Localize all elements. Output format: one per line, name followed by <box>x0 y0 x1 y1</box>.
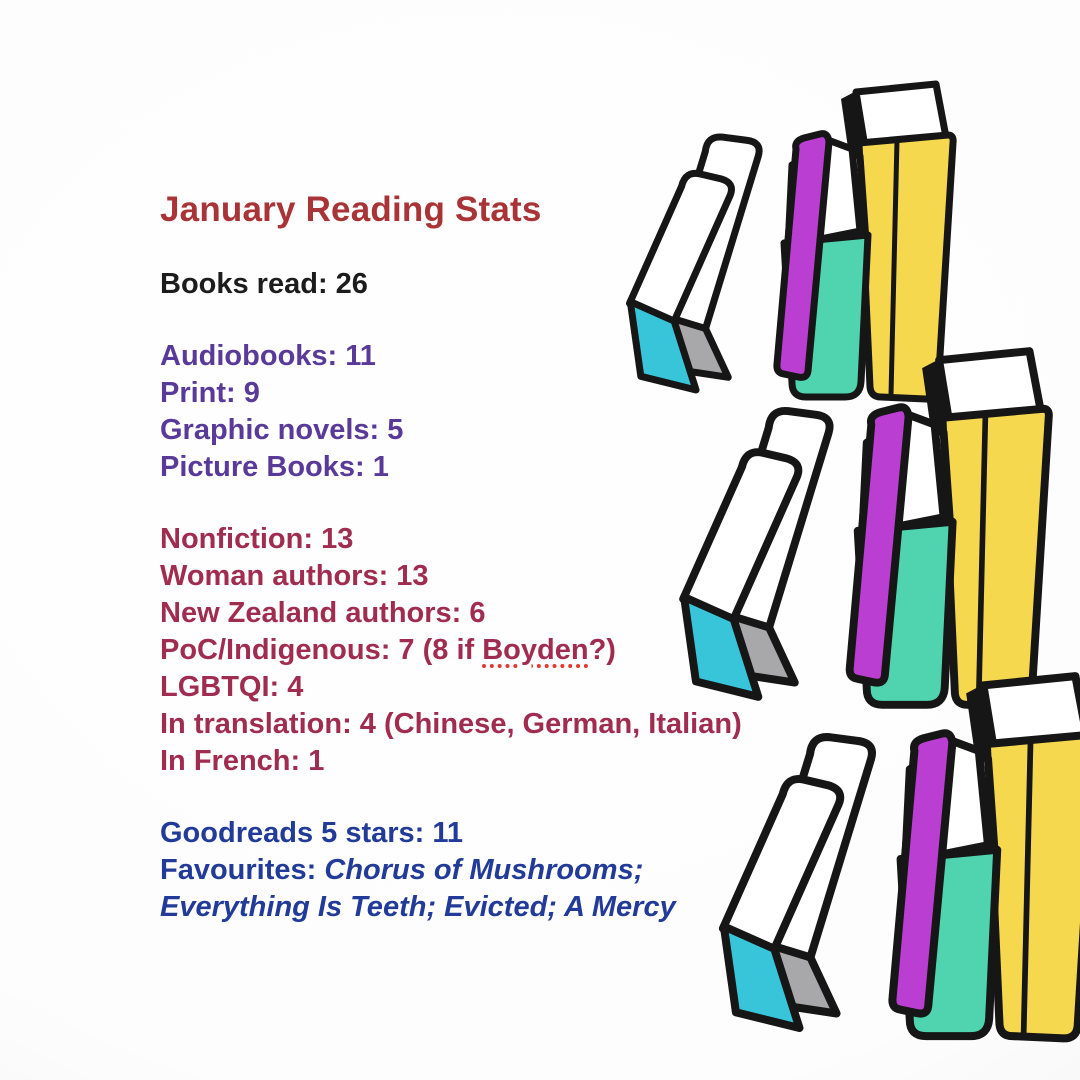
favourites-label: Favourites: <box>160 854 325 886</box>
stat-line-lgbtqi: LGBTQI: 4 <box>160 671 304 703</box>
diversity-group <box>160 521 820 780</box>
stat-line-audiobooks: Audiobooks: 11 <box>160 340 376 372</box>
page-title: January Reading Stats <box>160 190 542 229</box>
stat-line-poc-indigenous <box>160 632 820 669</box>
stat-line-goodreads: Goodreads 5 stars: 11 <box>160 817 464 849</box>
stat-line-nonfiction: Nonfiction: 13 <box>160 523 354 555</box>
stat-line-in-french: In French: 1 <box>160 745 325 777</box>
stat-line-favourites <box>160 852 820 889</box>
stat-line-print: Print: 9 <box>160 377 260 409</box>
favourite-titles-part1: Chorus of Mushrooms; <box>324 854 644 886</box>
formats-group <box>160 338 820 486</box>
stat-line-graphic-novels: Graphic novels: 5 <box>160 414 404 446</box>
books-read-line: Books read: 26 <box>160 268 368 300</box>
stat-line-picture-books: Picture Books: 1 <box>160 451 389 483</box>
favourites-group <box>160 815 820 926</box>
poc-line-suffix: ?) <box>588 634 616 666</box>
stats-panel <box>160 188 820 926</box>
stat-line-woman-authors: Woman authors: 13 <box>160 560 429 592</box>
stat-line-in-translation: In translation: 4 (Chinese, German, Italian) <box>160 708 742 740</box>
spellcheck-flagged-word: Boyden <box>482 634 589 666</box>
stat-line-nz-authors: New Zealand authors: 6 <box>160 597 486 629</box>
poc-line-prefix: PoC/Indigenous: 7 (8 if <box>160 634 483 666</box>
favourite-titles-part2: Everything Is Teeth; Evicted; A Mercy <box>160 891 676 923</box>
